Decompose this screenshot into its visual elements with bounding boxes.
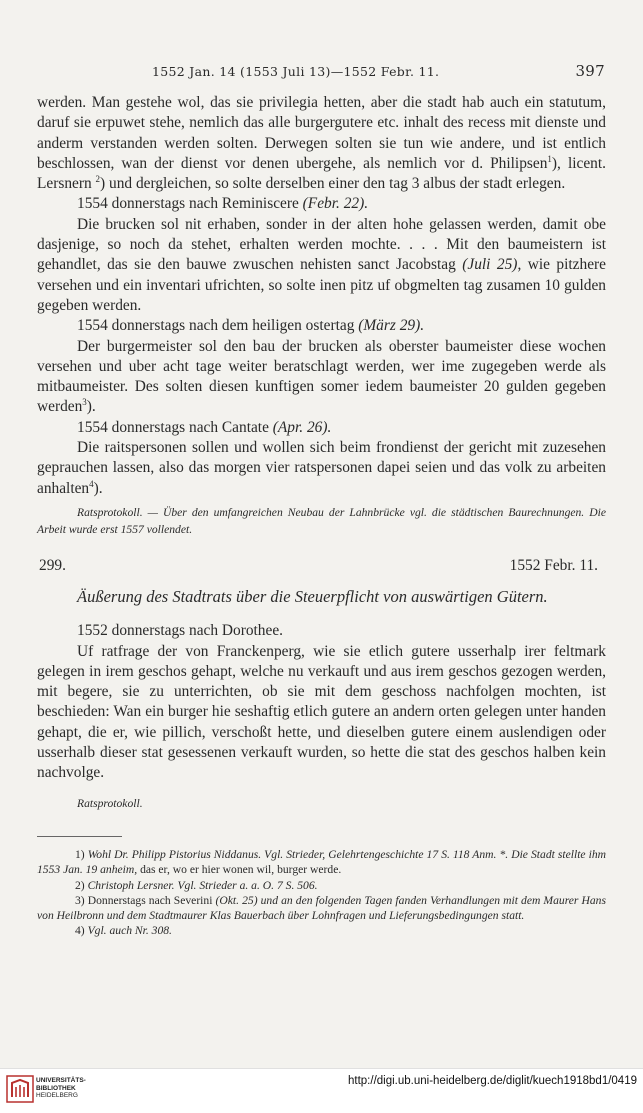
- running-header: [37, 62, 605, 82]
- footnote-ref: 3: [82, 397, 87, 408]
- paragraph: Der burgermeister sol den bau der brucken als oberster baumeister diese wochen versehen und uber acht tage weiter beratschlagt werden, wer ime zugegeben werde als mitbaumeister. Des solten diesen kunftigen somer iedem baumeister 20 gulden gegeben werden$^3$).: [37, 337, 606, 416]
- document-number: 299.: [39, 556, 66, 574]
- permalink-url[interactable]: http://digi.ub.uni-heidelberg.de/diglit/kuech1918bd1/0419: [348, 1075, 637, 1087]
- paragraph: Die raitspersonen sollen und wollen sich beim frondienst der gericht mit zuzesehen geprauchen lassen, also das morgen vier ratspersonen dapei seien und das volk zu arbeiten anhalten$^4$).: [37, 439, 606, 497]
- footnote-divider: [37, 836, 122, 837]
- viewer-footer: [0, 1068, 643, 1113]
- footnote: 2) Christoph Lersner. Vgl. Strieder a. a. O. 7 S. 506.: [75, 878, 318, 892]
- footnote: 3) Donnerstags nach Severini (Okt. 25) und an den folgenden Tagen fanden Verhandlungen mit dem Maurer Hans von Heilbronn und dem Stadtmaurer Klas Bauerbach über Lohnfragen und Lieferungsbedingungen statt.: [37, 893, 606, 923]
- document-date: 1552 Febr. 11.: [509, 556, 598, 574]
- entry-date-line: 1554 donnerstags nach Cantate (Apr. 26).: [77, 418, 332, 436]
- document-heading: [37, 556, 606, 576]
- footnote-ref: 2: [95, 174, 101, 185]
- paragraph: Die brucken sol nit erhaben, sonder in der alten hohe gelassen werden, damit obe dasjenige, so noch da stehet, erhalten werden mochte. . . . Mit den baumeistern ist gehandlet, das sie den bauwe zwuschen nehisten sanct Jacobstag (Juli 25), wie pitzhere versehen und ein inventari ufrichten, so solte inen pitz uf obgmelten tag zusamen 10 gulden gegeben werden.: [37, 215, 606, 314]
- paragraph: Uf ratfrage der von Franckenperg, wie sie etlich gutere usserhalp irer feltmark gelegen in irem geschos gehapt, welche nu verkauft und aus irem geschos gezogen werden, mit begere, sie zu unterrichten, ob sie mit dem geschoss nachfolgen mochten, ist beschieden: Wan ein burger hie seshaftig etlich gutere an andern orten gelegen unter handen gehapt, die er, wie pillich, verschoßt hette, und dieselben gutere einem auslendigen oder usserhalb dieser stat gesessenen verkauft wurden, so hette die stat des geschos halben kein nachvolge.: [37, 642, 606, 782]
- page-body: [37, 93, 606, 939]
- footnote: 4) Vgl. auch Nr. 308.: [75, 924, 172, 938]
- paragraph: werden. Man gestehe wol, das sie privilegia hetten, aber die stadt hab auch ein statutum, daruf sie erpuwet stehe, nemlich das alle burgergutere etc. inhalt des recess mit dienste und anderm verstanden werden solten. Derwegen solten sie tun wie andere, und ist entlich beschlossen, wan der dienst vor denen ubergehe, als nemlich vor d. Philipsen$^1$), licent. Lersnern $^2$) und dergleichen, so solte derselben einer den tag 3 albus der stadt erlegen.: [37, 94, 606, 193]
- entry-date-line: 1554 donnerstags nach dem heiligen ostertag (März 29).: [77, 317, 425, 335]
- entry-date-line: 1554 donnerstags nach Reminiscere (Febr. 22).: [77, 195, 369, 213]
- editorial-note: Ratsprotokoll. — Über den umfangreichen Neubau der Lahnbrücke vgl. die städtischen Baurechnungen. Die Arbeit wurde erst 1557 vollendet.: [37, 505, 606, 536]
- footnote-ref: 4: [89, 478, 94, 489]
- document-title: Äußerung des Stadtrats über die Steuerpflicht von auswärtigen Gütern.: [77, 587, 548, 607]
- source-note: Ratsprotokoll.: [77, 796, 143, 810]
- library-logo-icon[interactable]: [6, 1075, 34, 1103]
- footnote-ref: 1: [547, 153, 552, 164]
- header-date-range: 1552 Jan. 14 (1553 Juli 13)—1552 Febr. 11.: [152, 64, 440, 79]
- footnotes: [37, 847, 606, 939]
- entry-date-line: 1552 donnerstags nach Dorothee.: [77, 622, 284, 640]
- footnote: 1) Wohl Dr. Philipp Pistorius Niddanus. Vgl. Strieder, Gelehrtengeschichte 17 S. 118 Anm. *. Die Stadt stellte ihm 1553 Jan. 19 anheim, das er, wo er hier wonen wil, burger werde.: [37, 847, 606, 877]
- library-logo-text: UNIVERSITÄTS- BIBLIOTHEK HEIDELBERG: [36, 1077, 86, 1099]
- page-number: 397: [575, 62, 605, 80]
